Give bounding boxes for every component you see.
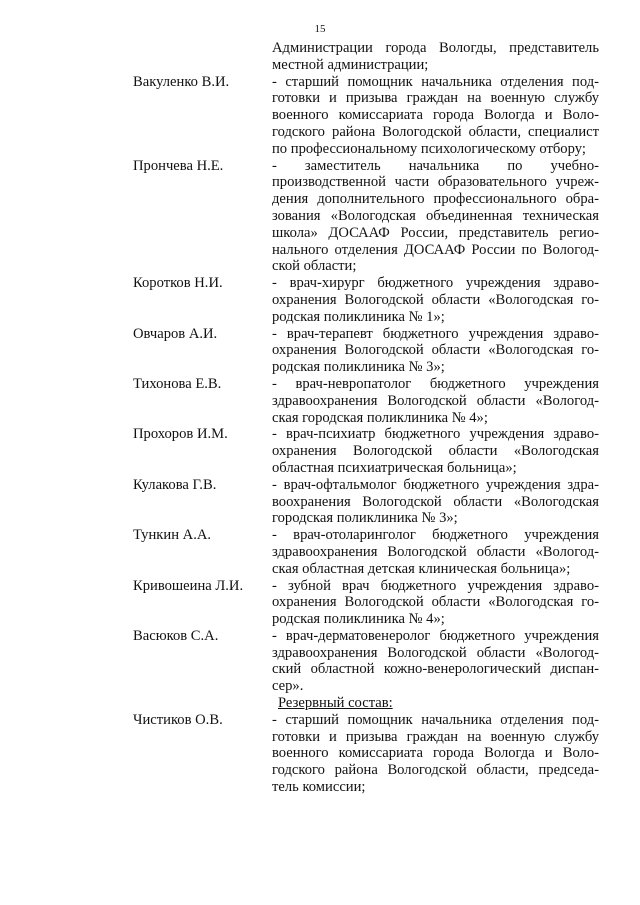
- text-line: - старший помощник начальника отделения под-: [272, 73, 599, 90]
- text-line: - заместитель начальника по учебно-: [272, 157, 599, 174]
- member-role: [272, 527, 599, 577]
- text-line: ская областная детская клиническая больница»;: [272, 560, 571, 577]
- reserve-heading: Резервный состав:: [278, 695, 393, 712]
- text-line: военного комиссариата города Вологда и Воло-: [272, 107, 599, 124]
- member-role: [272, 477, 599, 527]
- text-line: местной администрации;: [272, 56, 429, 73]
- text-line: по профессиональному психологическому отбору;: [272, 140, 586, 157]
- member-entry: [0, 578, 640, 628]
- member-name: Прохоров И.М.: [133, 426, 228, 443]
- member-entry: [0, 275, 640, 325]
- text-line: школа» ДОСААФ России, представитель регио-: [272, 224, 599, 241]
- text-line: - врач-психиатр бюджетного учреждения здраво-: [272, 426, 599, 443]
- text-line: - врач-хирург бюджетного учреждения здраво-: [272, 275, 599, 292]
- page-number: 15: [314, 23, 326, 35]
- member-role: [272, 578, 599, 628]
- member-entry: [0, 527, 640, 577]
- text-line: охранения Вологодской области «Вологодская: [272, 443, 599, 460]
- text-line: воохранения Вологодской области «Вологодская: [272, 493, 599, 510]
- text-line: ской области;: [272, 258, 357, 275]
- text-line: - врач-терапевт бюджетного учреждения здраво-: [272, 325, 599, 342]
- member-name: Тункин А.А.: [133, 527, 212, 544]
- text-line: зования «Вологодская объединенная техническая: [272, 207, 599, 224]
- text-line: готовки и призыва граждан на военную службу: [272, 728, 599, 745]
- text-line: ская городская поликлиника № 4»;: [272, 409, 488, 426]
- text-line: - врач-отоларинголог бюджетного учреждения: [272, 527, 599, 544]
- member-name: Овчаров А.И.: [133, 325, 218, 342]
- text-line: городская поликлиника № 3»;: [272, 510, 458, 527]
- text-line: охранения Вологодской области «Вологодская го-: [272, 291, 599, 308]
- members-list: [0, 74, 640, 695]
- text-line: - зубной врач бюджетного учреждения здраво-: [272, 577, 599, 594]
- text-line: Администрации города Вологды, представитель: [272, 40, 599, 56]
- text-line: годского района Вологодской области, специалист: [272, 123, 599, 140]
- text-line: здравоохранения Вологодской области «Вологод-: [272, 644, 599, 661]
- text-line: - врач-невропатолог бюджетного учреждения: [272, 375, 599, 392]
- text-line: - старший помощник начальника отделения под-: [272, 711, 599, 728]
- text-line: ский областной кожно-венерологический диспан-: [272, 661, 599, 678]
- text-line: тель комиссии;: [272, 779, 366, 796]
- text-line: родская поликлиника № 1»;: [272, 308, 445, 325]
- text-line: родская поликлиника № 4»;: [272, 611, 445, 628]
- member-name: Тихонова Е.В.: [133, 375, 222, 392]
- member-role: [272, 326, 599, 376]
- member-role: [272, 426, 599, 476]
- reserve-heading-row: [272, 695, 599, 712]
- text-line: нального отделения ДОСААФ России по Вологод-: [272, 241, 599, 258]
- member-role: [272, 712, 599, 796]
- text-line: годского района Вологодской области, председа-: [272, 762, 599, 779]
- member-name: Кулакова Г.В.: [133, 476, 217, 493]
- member-entry: [0, 628, 640, 695]
- text-line: - врач-офтальмолог бюджетного учреждения здра-: [272, 476, 599, 493]
- text-line: сер».: [272, 678, 304, 695]
- member-name: Чистиков О.В.: [133, 711, 223, 728]
- member-role: [272, 74, 599, 158]
- reserve-members-list: [0, 712, 640, 796]
- text-line: военного комиссариата города Вологда и Воло-: [272, 745, 599, 762]
- member-entry: [0, 158, 640, 276]
- member-name: Васюков С.А.: [133, 627, 219, 644]
- text-line: охранения Вологодской области «Вологодская го-: [272, 342, 599, 359]
- member-entry: [0, 326, 640, 376]
- text-line: здравоохранения Вологодской области «Вологод-: [272, 392, 599, 409]
- member-entry: [0, 477, 640, 527]
- member-name: Кривошеина Л.И.: [133, 577, 244, 594]
- member-entry: [0, 712, 640, 796]
- text-line: областная психиатрическая больница»;: [272, 459, 517, 476]
- member-entry: [0, 426, 640, 476]
- commission-list: [0, 40, 640, 796]
- text-line: родская поликлиника № 3»;: [272, 359, 445, 376]
- text-line: охранения Вологодской области «Вологодская го-: [272, 594, 599, 611]
- member-role: [272, 275, 599, 325]
- member-name: Прончева Н.Е.: [133, 157, 224, 174]
- intro-continuation: [0, 40, 640, 74]
- member-entry: [0, 74, 640, 158]
- member-role: [272, 628, 599, 695]
- member-role: [272, 158, 599, 276]
- member-role: [272, 376, 599, 426]
- text-line: - врач-дерматовенеролог бюджетного учреждения: [272, 627, 599, 644]
- intro-lines: [272, 40, 599, 74]
- text-line: здравоохранения Вологодской области «Вологод-: [272, 543, 599, 560]
- text-line: производственной части образовательного учреж-: [272, 174, 599, 191]
- text-line: дения дополнительного профессионального обра-: [272, 191, 599, 208]
- member-name: Вакуленко В.И.: [133, 73, 230, 90]
- text-line: готовки и призыва граждан на военную службу: [272, 90, 599, 107]
- member-name: Коротков Н.И.: [133, 275, 223, 292]
- member-entry: [0, 376, 640, 426]
